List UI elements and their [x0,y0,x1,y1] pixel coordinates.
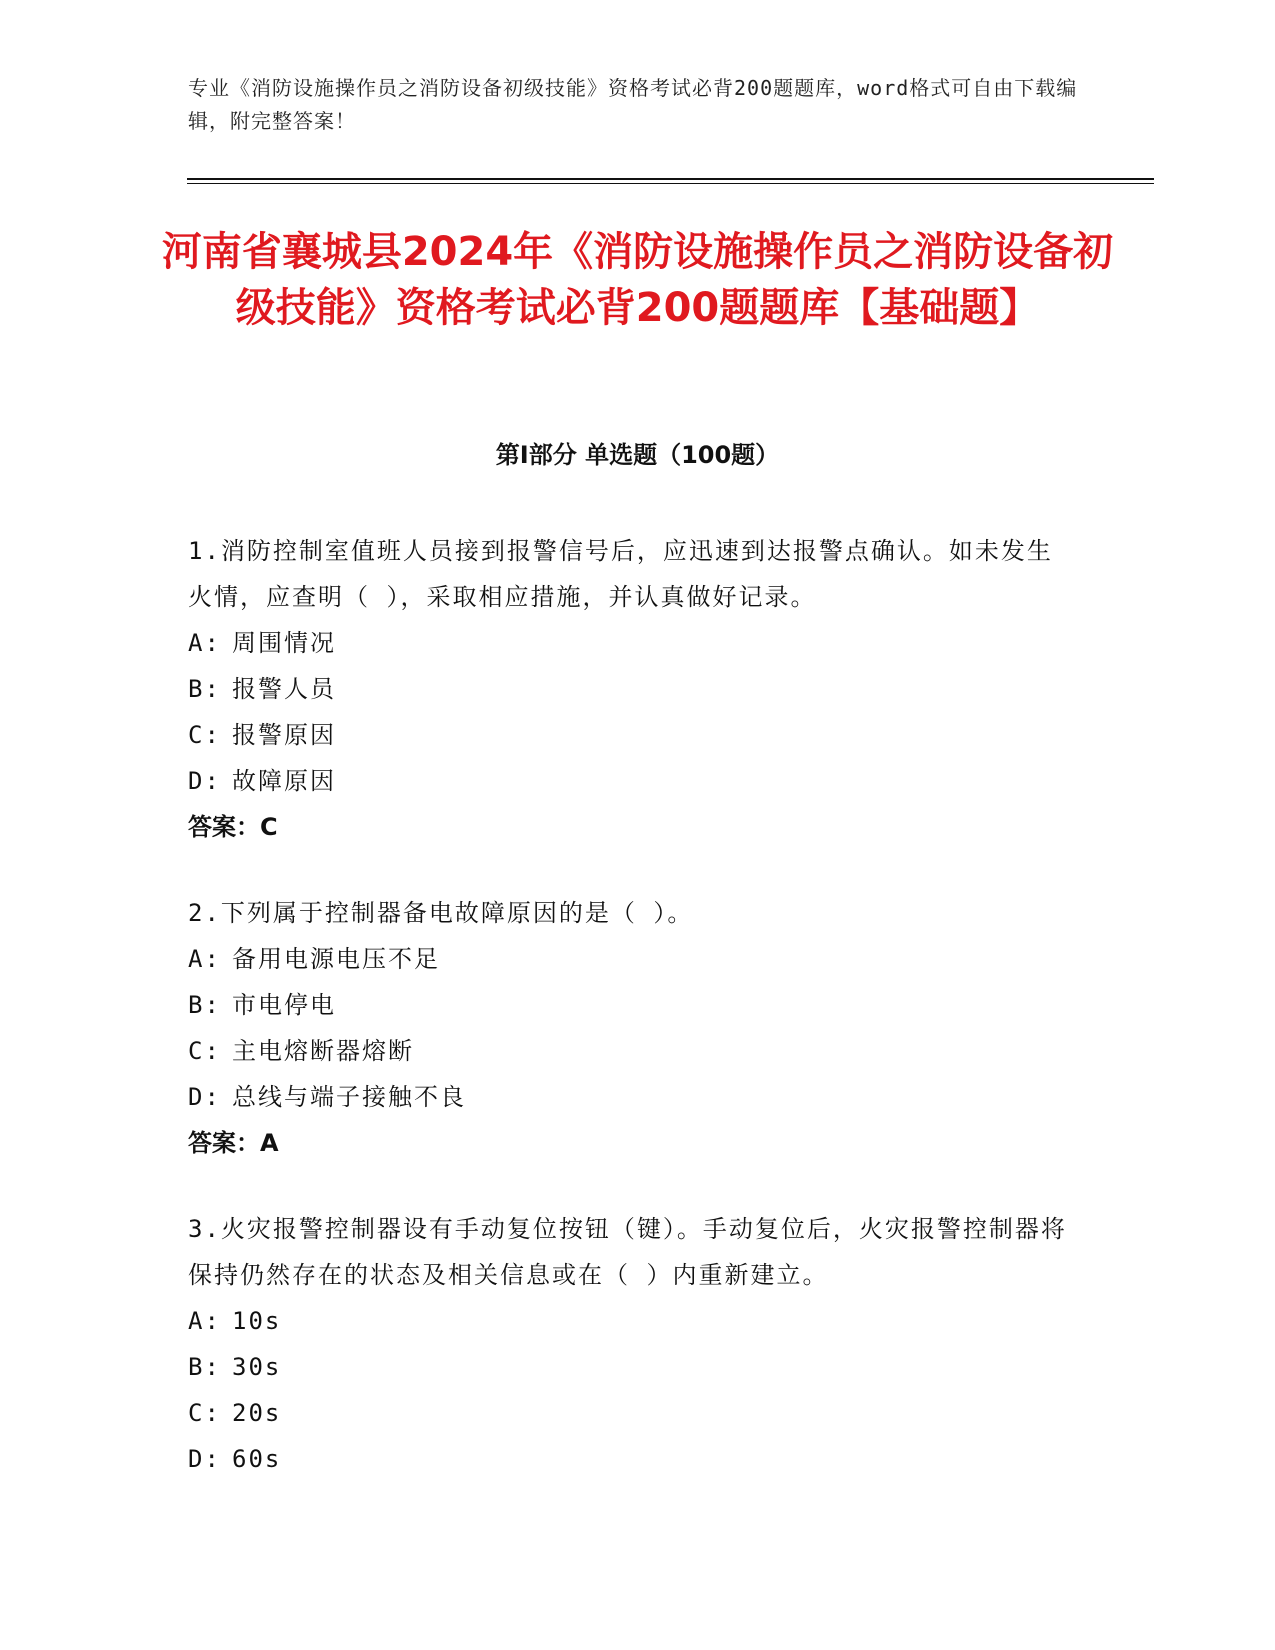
option-text: 主电熔断器熔断 [232,1037,414,1065]
header-divider-thick [187,178,1154,180]
option-b [188,666,1068,712]
option-c [188,712,1068,758]
section-title: 第I部分 单选题（100题） [495,441,780,469]
option-text: 市电停电 [232,991,336,1019]
option-key: B: [188,1353,221,1381]
option-text: 周围情况 [232,629,336,657]
question-stem: 2.下列属于控制器备电故障原因的是（ ）。 [188,899,694,927]
option-c [188,1390,1068,1436]
option-key: D: [188,767,221,795]
option-key: A: [188,945,221,973]
option-key: B: [188,991,221,1019]
option-key: A: [188,629,221,657]
question-stem: 1.消防控制室值班人员接到报警信号后，应迅速到达报警点确认。如未发生火情，应查明（ ），采取相应措施，并认真做好记录。 [188,537,1053,611]
option-key: C: [188,721,221,749]
option-key: A: [188,1307,221,1335]
option-text: 10s [232,1307,282,1335]
answer: 答案：A [188,1129,279,1157]
option-text: 报警人员 [232,675,336,703]
option-text: 故障原因 [232,767,336,795]
option-key: D: [188,1083,221,1111]
option-d [188,758,1068,804]
option-key: C: [188,1037,221,1065]
question-stem: 3.火灾报警控制器设有手动复位按钮（键）。手动复位后，火灾报警控制器将保持仍然存在的状态及相关信息或在（ ）内重新建立。 [188,1215,1067,1289]
option-text: 总线与端子接触不良 [232,1083,466,1111]
option-d [188,1436,1068,1482]
option-text: 报警原因 [232,721,336,749]
question-3 [188,1206,1068,1482]
header-divider-thin [187,183,1154,184]
option-c [188,1028,1068,1074]
header-note: 专业《消防设施操作员之消防设备初级技能》资格考试必背200题题库，word格式可自由下载编辑，附完整答案！ [188,76,1078,133]
option-text: 20s [232,1399,282,1427]
option-a [188,936,1068,982]
option-b [188,1344,1068,1390]
question-2 [188,890,1068,1166]
option-key: D: [188,1445,221,1473]
option-d [188,1074,1068,1120]
answer: 答案：C [188,813,278,841]
option-a [188,1298,1068,1344]
question-1 [188,528,1068,850]
question-list [188,528,1068,1522]
option-b [188,982,1068,1028]
option-key: B: [188,675,221,703]
option-text: 60s [232,1445,282,1473]
option-a [188,620,1068,666]
option-text: 备用电源电压不足 [232,945,440,973]
option-text: 30s [232,1353,282,1381]
option-key: C: [188,1399,221,1427]
document-title: 河南省襄城县2024年《消防设施操作员之消防设备初级技能》资格考试必背200题题库【基础题】 [161,229,1114,331]
